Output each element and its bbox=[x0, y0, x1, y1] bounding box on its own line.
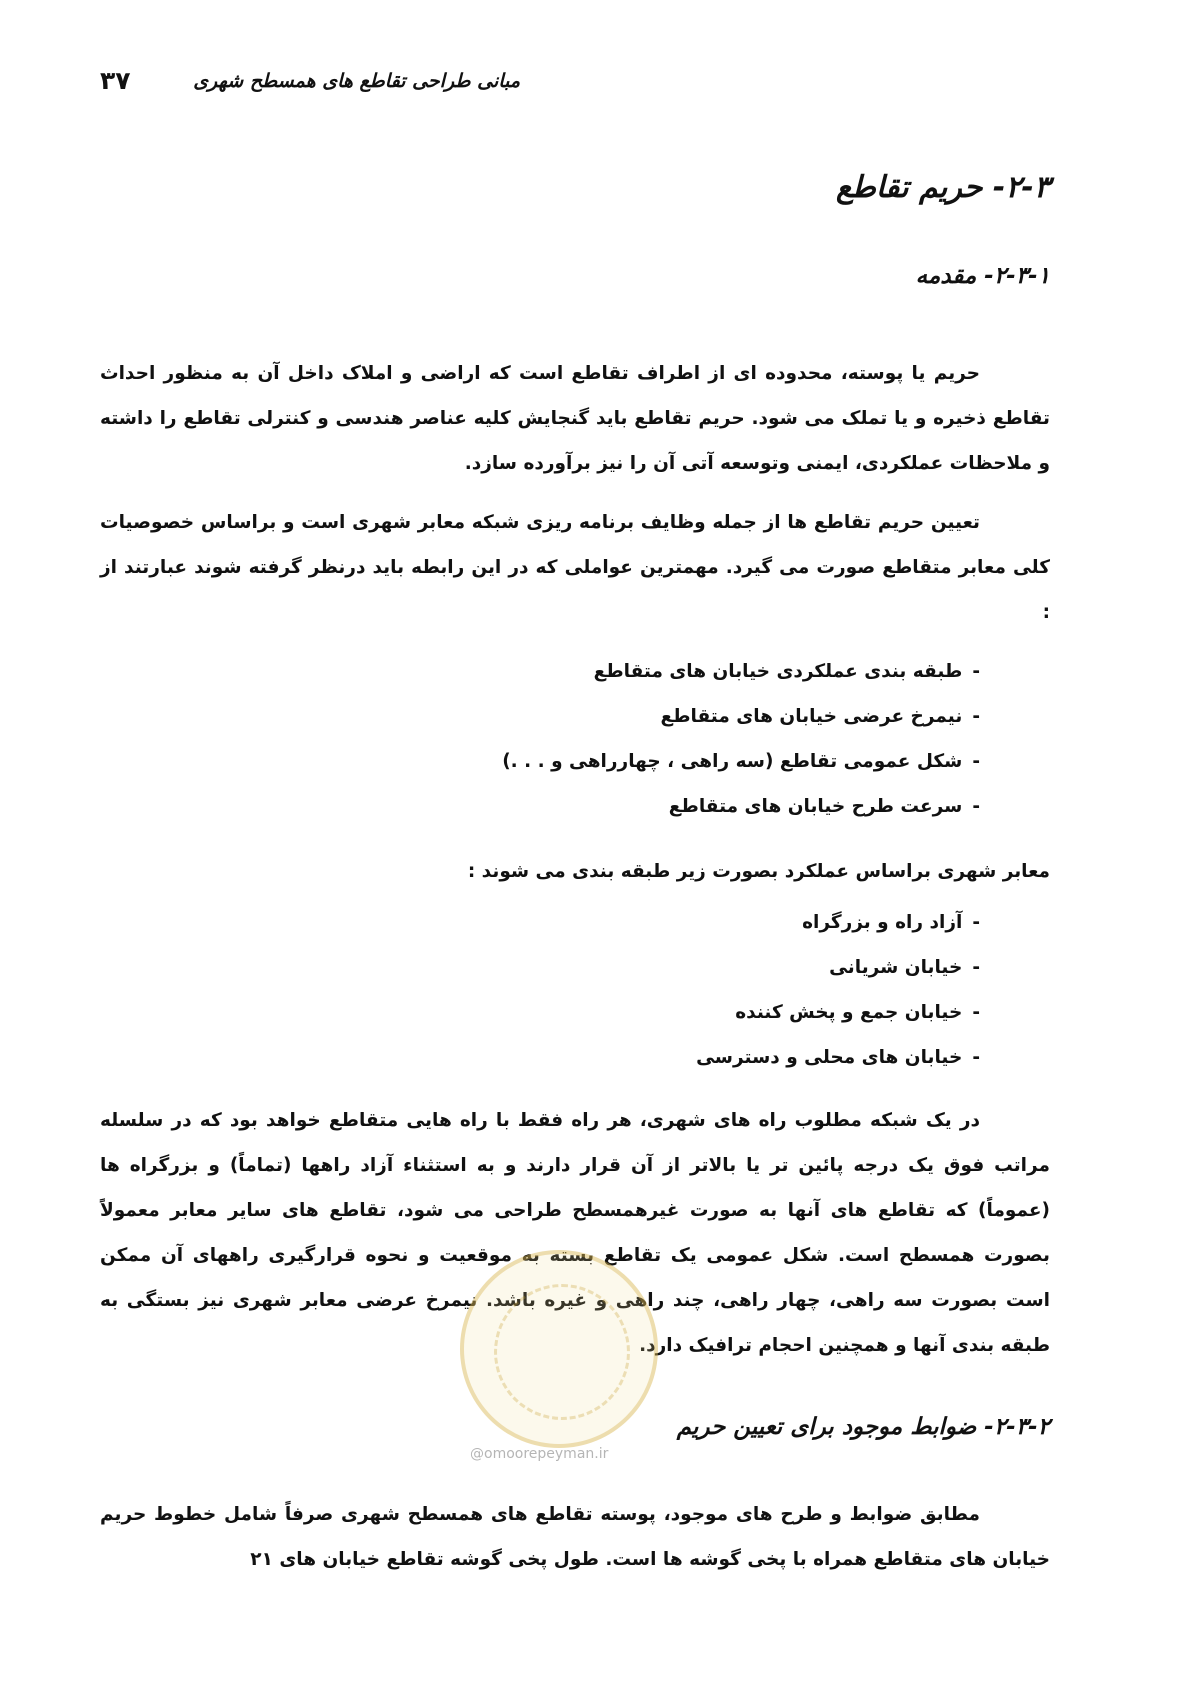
page-body bbox=[100, 170, 1050, 1596]
watermark-url: @omoorepeyman.ir bbox=[470, 1446, 609, 1462]
classification-list bbox=[100, 900, 1050, 1080]
page-number: ۳۷ bbox=[100, 66, 131, 95]
list-item: -آزاد راه و بزرگراه bbox=[802, 912, 980, 933]
list-item: -سرعت طرح خیابان های متقاطع bbox=[668, 796, 980, 817]
paragraph-classification-intro: معابر شهری براساس عملکرد بصورت زیر طبقه بندی می شوند : bbox=[467, 861, 1050, 882]
section-heading: ۲-۳- حریم تقاطع bbox=[836, 170, 1050, 205]
paragraph-network: در یک شبکه مطلوب راه های شهری، هر راه فقط با راه هایی متقاطع خواهد بود که در سلسله مراتب فوق یک درجه پائین تر یا بالاتر از آن قرار دارند و به استثناء آزاد راهها (تماماً) و بزرگراه ها (عموماً) که تقاطع های آنها به صورت غیرهمسطح طراحی می شود، تقاطع های سایر معابر معمولاً بصورت همسطح است. شکل عمومی یک تقاطع بسته به موقعیت و نحوه قرارگیری راههای آن ممکن است بصورت سه راهی، چهار راهی، چند راهی و غیره باشد. نیمرخ عرضی معابر شهری نیز بستگی به طبقه بندی آنها و همچنین احجام ترافیک دارد. bbox=[100, 1110, 1050, 1356]
list-item: -نیمرخ عرضی خیابان های متقاطع bbox=[660, 706, 980, 727]
list-item: -خیابان جمع و پخش کننده bbox=[735, 1002, 980, 1023]
paragraph-regulations: مطابق ضوابط و طرح های موجود، پوسته تقاطع های همسطح شهری صرفاً شامل خطوط حریم خیابان های متقاطع همراه با پخی گوشه ها است. طول پخی گوشه تقاطع خیابان های ۲۱ bbox=[100, 1504, 1050, 1570]
paragraph-definition: حریم یا پوسته، محدوده ای از اطراف تقاطع است که اراضی و املاک داخل آن به منظور احداث تقاطع ذخیره و یا تملک می شود. حریم تقاطع باید گنجایش کلیه عناصر هندسی و کنترلی تقاطع را داشته و ملاحظات عملکردی، ایمنی وتوسعه آتی آن را نیز برآورده سازد. bbox=[100, 363, 1050, 474]
running-header bbox=[100, 66, 520, 110]
factors-list bbox=[100, 649, 1050, 829]
subsection-heading-intro: ۲-۳-۱- مقدمه bbox=[915, 263, 1050, 289]
list-item: -خیابان های محلی و دسترسی bbox=[696, 1047, 980, 1068]
list-item: -شکل عمومی تقاطع (سه راهی ، چهارراهی و . . .) bbox=[502, 751, 980, 772]
header-title: مبانی طراحی تقاطع های همسطح شهری bbox=[193, 70, 520, 92]
list-item: -طبقه بندی عملکردی خیابان های متقاطع bbox=[593, 661, 980, 682]
paragraph-factors-intro: تعیین حریم تقاطع ها از جمله وظایف برنامه ریزی شبکه معابر شهری است و براساس خصوصیات کلی معابر متقاطع صورت می گیرد. مهمترین عواملی که در این رابطه باید درنظر گرفته شوند عبارتند از : bbox=[100, 512, 1050, 623]
subsection-heading-regulations: ۲-۳-۲- ضوابط موجود برای تعیین حریم bbox=[676, 1414, 1050, 1440]
list-item: -خیابان شریانی bbox=[829, 957, 980, 978]
